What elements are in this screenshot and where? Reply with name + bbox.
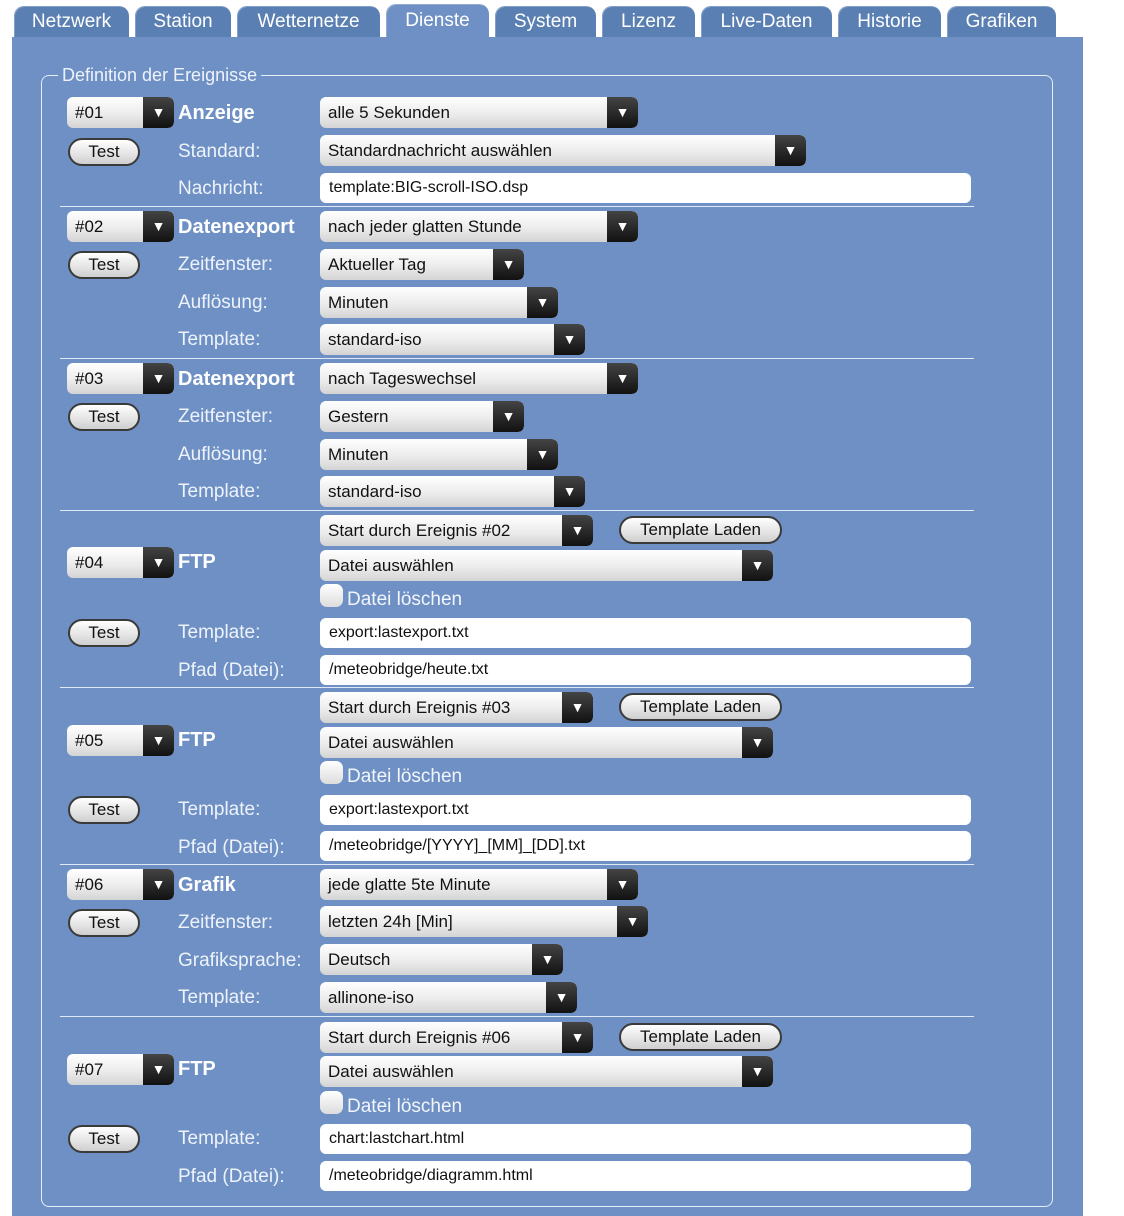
template-label: Template: bbox=[178, 622, 261, 643]
chevron-down-icon: ▼ bbox=[527, 287, 558, 318]
test-button[interactable]: Test bbox=[68, 403, 140, 431]
path-input[interactable]: /meteobridge/[YYYY]_[MM]_[DD].txt bbox=[320, 831, 971, 861]
event-number-select[interactable] bbox=[67, 97, 174, 128]
chevron-down-icon: ▼ bbox=[562, 692, 593, 723]
event-type-title: Grafik bbox=[178, 874, 236, 896]
event-number-value: #07 bbox=[75, 1060, 104, 1079]
delete-file-label: Datei löschen bbox=[347, 589, 463, 610]
path-label: Pfad (Datei): bbox=[178, 837, 285, 858]
message-input[interactable]: template:BIG-scroll-ISO.dsp bbox=[320, 173, 971, 203]
tab-historie[interactable]: Historie bbox=[838, 6, 941, 37]
event-number-select[interactable] bbox=[67, 869, 174, 900]
chevron-down-icon: ▼ bbox=[554, 324, 585, 355]
test-button[interactable]: Test bbox=[68, 619, 140, 647]
graphic-language-label: Grafiksprache: bbox=[178, 950, 302, 971]
tab-live-daten[interactable]: Live-Daten bbox=[701, 6, 832, 37]
time-window-label: Zeitfenster: bbox=[178, 912, 274, 933]
chevron-down-icon: ▼ bbox=[493, 401, 524, 432]
tab-grafiken[interactable]: Grafiken bbox=[947, 6, 1056, 37]
path-label: Pfad (Datei): bbox=[178, 1166, 285, 1187]
time-window-label: Zeitfenster: bbox=[178, 254, 274, 275]
chevron-down-icon: ▼ bbox=[527, 439, 558, 470]
file-select[interactable] bbox=[320, 727, 773, 758]
time-window-select[interactable] bbox=[320, 249, 524, 280]
tab-system[interactable]: System bbox=[495, 6, 596, 37]
tab-station[interactable]: Station bbox=[135, 6, 231, 37]
test-button[interactable]: Test bbox=[68, 796, 140, 824]
time-window-value: Gestern bbox=[328, 407, 389, 426]
trigger-select[interactable] bbox=[320, 211, 638, 242]
event-number-select[interactable] bbox=[67, 1054, 174, 1085]
time-window-label: Zeitfenster: bbox=[178, 406, 274, 427]
chevron-down-icon: ▼ bbox=[742, 727, 773, 758]
path-input[interactable]: /meteobridge/diagramm.html bbox=[320, 1161, 971, 1191]
template-load-button[interactable]: Template Laden bbox=[619, 1023, 782, 1051]
tab-lizenz[interactable]: Lizenz bbox=[602, 6, 695, 37]
divider bbox=[60, 1016, 974, 1017]
time-window-select[interactable] bbox=[320, 401, 524, 432]
message-label: Nachricht: bbox=[178, 178, 264, 199]
resolution-label: Auflösung: bbox=[178, 444, 268, 465]
resolution-value: Minuten bbox=[328, 293, 389, 312]
resolution-select[interactable] bbox=[320, 439, 558, 470]
chevron-down-icon: ▼ bbox=[493, 249, 524, 280]
trigger-value: nach Tageswechsel bbox=[328, 369, 477, 388]
template-label: Template: bbox=[178, 799, 261, 820]
file-select[interactable] bbox=[320, 1056, 773, 1087]
chevron-down-icon: ▼ bbox=[562, 515, 593, 546]
resolution-select[interactable] bbox=[320, 287, 558, 318]
chevron-down-icon: ▼ bbox=[143, 725, 174, 756]
template-label: Template: bbox=[178, 1128, 261, 1149]
chevron-down-icon: ▼ bbox=[607, 211, 638, 242]
chevron-down-icon: ▼ bbox=[143, 547, 174, 578]
resolution-value: Minuten bbox=[328, 445, 389, 464]
divider bbox=[60, 358, 974, 359]
template-select[interactable] bbox=[320, 476, 585, 507]
divider bbox=[60, 687, 974, 688]
delete-file-label: Datei löschen bbox=[347, 1096, 463, 1117]
trigger-select[interactable] bbox=[320, 869, 638, 900]
event-number-value: #03 bbox=[75, 369, 104, 388]
divider bbox=[60, 206, 974, 207]
trigger-select[interactable] bbox=[320, 692, 593, 723]
time-window-select[interactable] bbox=[320, 906, 648, 937]
trigger-select[interactable] bbox=[320, 97, 638, 128]
template-value: standard-iso bbox=[328, 330, 422, 349]
template-label: Template: bbox=[178, 987, 261, 1008]
standard-label: Standard: bbox=[178, 141, 261, 162]
tab-wetternetze[interactable]: Wetternetze bbox=[237, 6, 380, 37]
event-number-value: #02 bbox=[75, 217, 104, 236]
trigger-value: alle 5 Sekunden bbox=[328, 103, 450, 122]
template-input[interactable]: export:lastexport.txt bbox=[320, 618, 971, 648]
time-window-value: Aktueller Tag bbox=[328, 255, 426, 274]
event-number-value: #01 bbox=[75, 103, 104, 122]
chevron-down-icon: ▼ bbox=[742, 1056, 773, 1087]
tab-netzwerk[interactable]: Netzwerk bbox=[14, 6, 129, 37]
test-button[interactable]: Test bbox=[68, 909, 140, 937]
event-type-title: FTP bbox=[178, 729, 216, 751]
path-input[interactable]: /meteobridge/heute.txt bbox=[320, 655, 971, 685]
file-value: Datei auswählen bbox=[328, 1062, 454, 1081]
chevron-down-icon: ▼ bbox=[532, 944, 563, 975]
trigger-select[interactable] bbox=[320, 363, 638, 394]
divider bbox=[60, 510, 974, 511]
event-number-select[interactable] bbox=[67, 725, 174, 756]
trigger-value: Start durch Ereignis #02 bbox=[328, 521, 511, 540]
graphic-language-select[interactable] bbox=[320, 944, 563, 975]
event-number-value: #04 bbox=[75, 553, 104, 572]
delete-file-checkbox[interactable] bbox=[320, 584, 343, 607]
fieldset-legend: Definition der Ereignisse bbox=[58, 64, 261, 86]
chevron-down-icon: ▼ bbox=[143, 869, 174, 900]
chevron-down-icon: ▼ bbox=[562, 1022, 593, 1053]
chevron-down-icon: ▼ bbox=[607, 869, 638, 900]
event-number-value: #06 bbox=[75, 875, 104, 894]
test-button[interactable]: Test bbox=[68, 251, 140, 279]
trigger-value: nach jeder glatten Stunde bbox=[328, 217, 522, 236]
tab-bar bbox=[0, 0, 1124, 38]
file-select[interactable] bbox=[320, 550, 773, 581]
chevron-down-icon: ▼ bbox=[607, 363, 638, 394]
chevron-down-icon: ▼ bbox=[617, 906, 648, 937]
chevron-down-icon: ▼ bbox=[143, 363, 174, 394]
standard-message-select[interactable] bbox=[320, 135, 806, 166]
tab-dienste[interactable]: Dienste bbox=[386, 4, 489, 37]
divider bbox=[60, 864, 974, 865]
template-select[interactable] bbox=[320, 982, 577, 1013]
time-window-value: letzten 24h [Min] bbox=[328, 912, 453, 931]
chevron-down-icon: ▼ bbox=[143, 1054, 174, 1085]
trigger-value: Start durch Ereignis #06 bbox=[328, 1028, 511, 1047]
trigger-select[interactable] bbox=[320, 515, 593, 546]
delete-file-checkbox[interactable] bbox=[320, 1091, 343, 1114]
template-value: standard-iso bbox=[328, 482, 422, 501]
event-type-title: Datenexport bbox=[178, 368, 295, 390]
event-type-title: Anzeige bbox=[178, 102, 255, 124]
template-label: Template: bbox=[178, 329, 261, 350]
template-label: Template: bbox=[178, 481, 261, 502]
template-input[interactable]: chart:lastchart.html bbox=[320, 1124, 971, 1154]
chevron-down-icon: ▼ bbox=[607, 97, 638, 128]
chevron-down-icon: ▼ bbox=[143, 97, 174, 128]
event-number-select[interactable] bbox=[67, 363, 174, 394]
event-number-value: #05 bbox=[75, 731, 104, 750]
test-button[interactable]: Test bbox=[68, 138, 140, 166]
trigger-value: Start durch Ereignis #03 bbox=[328, 698, 511, 717]
template-load-button[interactable]: Template Laden bbox=[619, 516, 782, 544]
template-input[interactable]: export:lastexport.txt bbox=[320, 795, 971, 825]
delete-file-label: Datei löschen bbox=[347, 766, 463, 787]
template-select[interactable] bbox=[320, 324, 585, 355]
trigger-select[interactable] bbox=[320, 1022, 593, 1053]
standard-message-value: Standardnachricht auswählen bbox=[328, 141, 552, 160]
graphic-language-value: Deutsch bbox=[328, 950, 391, 969]
path-label: Pfad (Datei): bbox=[178, 660, 285, 681]
event-type-title: FTP bbox=[178, 551, 216, 573]
event-type-title: Datenexport bbox=[178, 216, 295, 238]
file-value: Datei auswählen bbox=[328, 733, 454, 752]
template-value: allinone-iso bbox=[328, 988, 414, 1007]
chevron-down-icon: ▼ bbox=[143, 211, 174, 242]
chevron-down-icon: ▼ bbox=[546, 982, 577, 1013]
event-number-select[interactable] bbox=[67, 547, 174, 578]
event-number-select[interactable] bbox=[67, 211, 174, 242]
trigger-value: jede glatte 5te Minute bbox=[328, 875, 491, 894]
template-load-button[interactable]: Template Laden bbox=[619, 693, 782, 721]
chevron-down-icon: ▼ bbox=[554, 476, 585, 507]
delete-file-checkbox[interactable] bbox=[320, 761, 343, 784]
file-value: Datei auswählen bbox=[328, 556, 454, 575]
event-type-title: FTP bbox=[178, 1058, 216, 1080]
resolution-label: Auflösung: bbox=[178, 292, 268, 313]
test-button[interactable]: Test bbox=[68, 1125, 140, 1153]
chevron-down-icon: ▼ bbox=[775, 135, 806, 166]
chevron-down-icon: ▼ bbox=[742, 550, 773, 581]
